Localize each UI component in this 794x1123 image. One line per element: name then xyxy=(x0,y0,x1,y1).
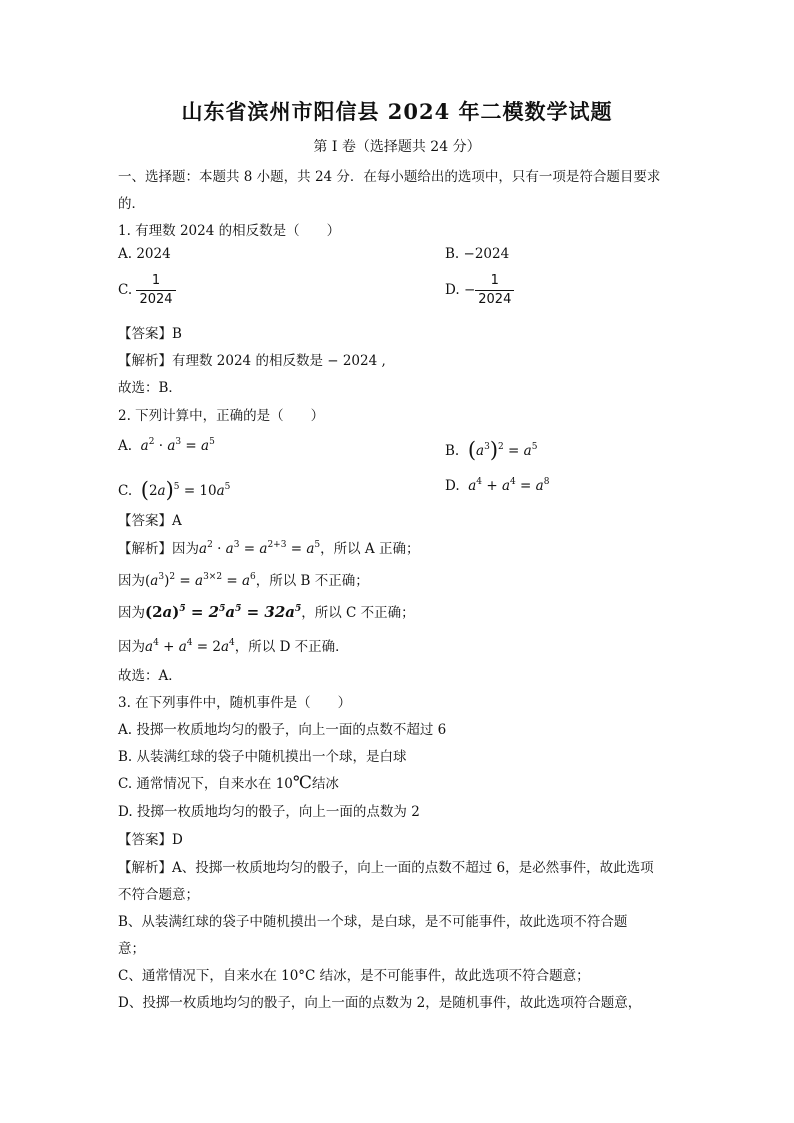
q3-stem: 3. 在下列事件中，随机事件是（ ） xyxy=(118,695,352,711)
fraction-denominator: 2024 xyxy=(139,292,173,307)
q1-analysis xyxy=(118,349,386,369)
q2-option-c-formula: $(2a)^5 = 10a^5$ xyxy=(140,478,231,502)
formula: $(2a)^5 = 2^5a^5 = 32a^5$ xyxy=(145,603,302,621)
q2-option-b-label: B. xyxy=(445,443,460,459)
q2-option-b-formula: $(a^3)^2 = a^5$ xyxy=(467,438,538,462)
q2-stem: 2. 下列计算中，正确的是（ ） xyxy=(118,408,325,424)
because-text: 因为 xyxy=(118,573,145,589)
q3-option-b: B. 从装满红球的袋子中随机摸出一个球，是白球 xyxy=(118,749,407,765)
analysis-text: ，所以 A 正确； xyxy=(320,541,420,557)
q2-option-c-label: C. xyxy=(118,483,133,499)
q2-option-d xyxy=(445,478,549,494)
option-text: C. 通常情况下，自来水在 10 xyxy=(118,776,293,792)
section-subtitle: 第 I 卷（选择题共 24 分） xyxy=(313,139,481,155)
q2-analysis-a xyxy=(118,537,419,557)
q1-option-c-fraction xyxy=(136,272,175,309)
q3-analysis-b-line1: B、从装满红球的袋子中随机摸出一个球，是白球，是不可能事件，故此选项不符合题 xyxy=(118,914,628,930)
analysis-label: 【解析】 xyxy=(118,860,172,876)
page-title: 山东省滨州市阳信县 2024 年二模数学试题 xyxy=(181,99,613,124)
q2-answer: 【答案】A xyxy=(118,513,182,529)
section-instructions-line1: 一、选择题：本题共 8 小题，共 24 分．在每小题给出的选项中，只有一项是符合题目要求 xyxy=(118,169,661,185)
q2-option-a-label: A. xyxy=(118,438,133,454)
q2-option-c xyxy=(118,478,230,502)
q1-option-d-label: D. xyxy=(445,282,460,298)
analysis-text: A、投掷一枚质地均匀的骰子，向上一面的点数不超过 6，是必然事件，故此选项 xyxy=(172,860,654,876)
because-text: 因为 xyxy=(118,639,145,655)
q2-option-a-formula: $a^2 \cdot a^3 = a^5$ xyxy=(140,437,215,454)
analysis-text: ，所以 B 不正确； xyxy=(255,573,369,589)
q2-analysis-b xyxy=(118,569,369,589)
analysis-label: 【解析】 xyxy=(118,541,172,557)
analysis-text: ，所以 C 不正确； xyxy=(301,605,415,621)
q3-answer: 【答案】D xyxy=(118,832,183,848)
minus-sign: − xyxy=(463,282,476,298)
q2-conclusion: 故选：A． xyxy=(118,668,182,684)
formula: $a^4 + a^4 = 2a^4$ xyxy=(145,638,235,655)
q1-option-a: A. 2024 xyxy=(118,246,171,262)
fraction-numerator: 1 xyxy=(475,272,514,291)
q2-option-b xyxy=(445,438,537,462)
formula: $(a^3)^2 = a^{3\times 2} = a^6$ xyxy=(145,572,256,589)
option-text: 结冰 xyxy=(311,776,339,792)
q3-option-a: A. 投掷一枚质地均匀的骰子，向上一面的点数不超过 6 xyxy=(118,722,447,738)
section-instructions-line2: 的． xyxy=(118,196,145,212)
q3-analysis-b-line2: 意； xyxy=(118,941,145,957)
q1-option-d-fraction xyxy=(475,272,514,309)
q2-option-a xyxy=(118,438,215,454)
analysis-text: 有理数 2024 的相反数是 − 2024 , xyxy=(172,353,386,369)
q1-answer: 【答案】B xyxy=(118,326,182,342)
analysis-text: ，所以 D 不正确． xyxy=(234,639,349,655)
because-text: 因为 xyxy=(118,605,145,621)
q1-option-c-label: C. xyxy=(118,282,133,298)
q1-option-d xyxy=(445,272,514,309)
q2-option-d-formula: $a^4 + a^4 = a^8$ xyxy=(468,477,550,494)
q3-analysis-c: C、通常情况下，自来水在 10°C 结冰，是不可能事件，故此选项不符合题意； xyxy=(118,968,590,984)
q1-conclusion: 故选：B． xyxy=(118,380,182,396)
celsius-unit: ℃ xyxy=(292,773,312,793)
q2-analysis-c xyxy=(118,601,415,621)
q3-analysis-a-line2: 不符合题意； xyxy=(118,887,199,903)
fraction-numerator: 1 xyxy=(136,272,175,291)
q1-stem: 1. 有理数 2024 的相反数是（ ） xyxy=(118,223,341,239)
q1-option-c xyxy=(118,272,176,309)
q3-analysis-a-line1 xyxy=(118,856,654,876)
fraction-denominator: 2024 xyxy=(478,292,512,307)
q2-analysis-d xyxy=(118,635,349,655)
formula: $a^2 \cdot a^3 = a^{2+3} = a^5$ xyxy=(199,540,321,557)
q3-option-c xyxy=(118,772,339,793)
q3-analysis-d: D、投掷一枚质地均匀的骰子，向上一面的点数为 2，是随机事件，故此选项符合题意， xyxy=(118,995,642,1011)
q3-option-d: D. 投掷一枚质地均匀的骰子，向上一面的点数为 2 xyxy=(118,804,420,820)
because-text: 因为 xyxy=(172,541,199,557)
q1-option-b: B. −2024 xyxy=(445,246,510,262)
analysis-label: 【解析】 xyxy=(118,353,172,369)
q2-option-d-label: D. xyxy=(445,478,460,494)
